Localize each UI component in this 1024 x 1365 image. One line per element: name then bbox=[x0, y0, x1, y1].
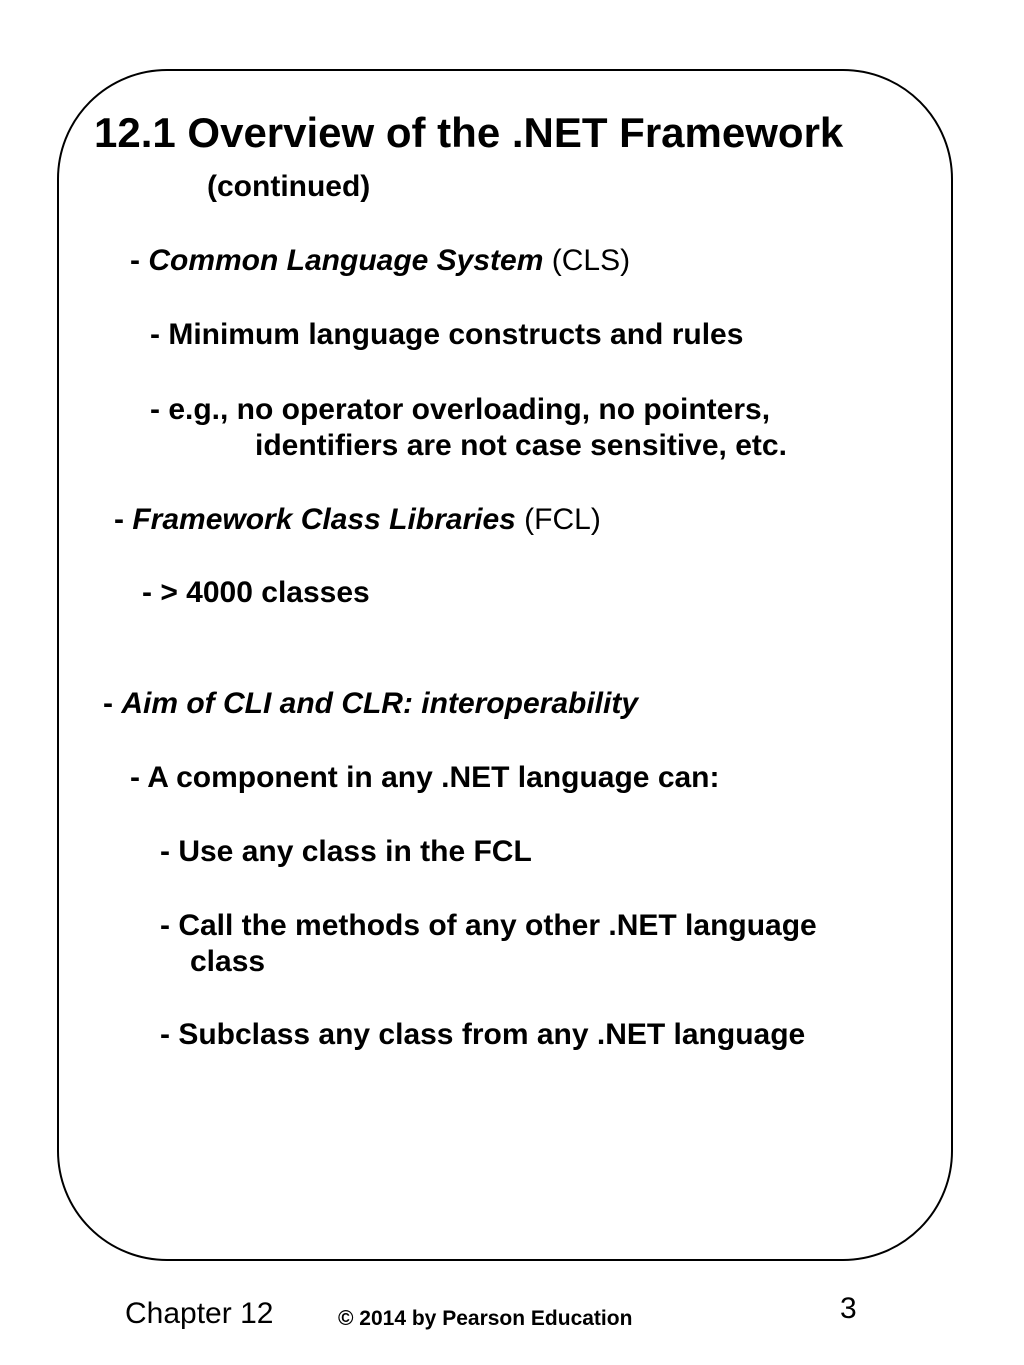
bullet-aim bbox=[103, 689, 638, 719]
term-fcl: Framework Class Libraries bbox=[132, 503, 516, 536]
footer-chapter: Chapter 12 bbox=[125, 1297, 274, 1330]
aim-sub-3: - Subclass any class from any .NET language bbox=[160, 1018, 806, 1051]
cls-point-1: - Minimum language constructs and rules bbox=[150, 318, 744, 351]
abbr-fcl: (FCL) bbox=[515, 503, 601, 536]
aim-sub-1: - Use any class in the FCL bbox=[160, 835, 532, 868]
slide-title: 12.1 Overview of the .NET Framework bbox=[94, 109, 844, 156]
bullet-fcl bbox=[114, 505, 601, 535]
term-aim: Aim of CLI and CLR: interoperability bbox=[121, 687, 639, 720]
aim-point-1: - A component in any .NET language can: bbox=[130, 761, 720, 794]
cls-point-2-line-1: - e.g., no operator overloading, no pointers, bbox=[150, 393, 771, 426]
bullet-dash: - bbox=[114, 503, 133, 536]
page-number: 3 bbox=[840, 1292, 857, 1325]
cls-point-2-line-2: identifiers are not case sensitive, etc. bbox=[255, 429, 787, 462]
footer-copyright: © 2014 by Pearson Education bbox=[338, 1307, 633, 1330]
bullet-dash: - bbox=[130, 244, 149, 277]
aim-sub-2-line-2: class bbox=[190, 945, 266, 978]
slide-subtitle: (continued) bbox=[207, 170, 371, 203]
fcl-point-1: - > 4000 classes bbox=[142, 576, 370, 609]
abbr-cls: (CLS) bbox=[543, 244, 631, 277]
aim-sub-2-line-1: - Call the methods of any other .NET language bbox=[160, 909, 817, 942]
bullet-cls bbox=[130, 246, 630, 276]
term-cls: Common Language System bbox=[148, 244, 544, 277]
bullet-dash: - bbox=[103, 687, 122, 720]
